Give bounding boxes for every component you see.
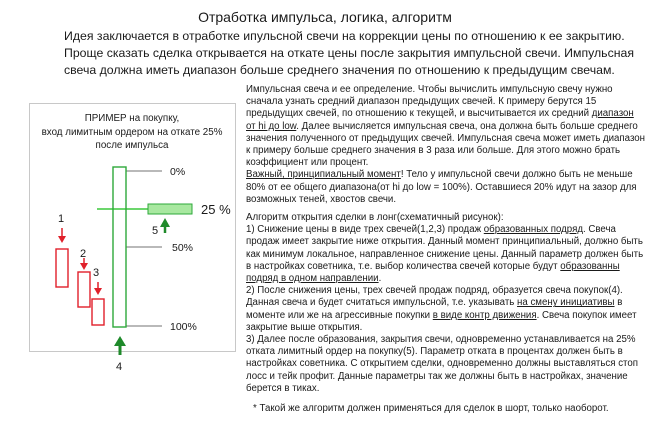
paragraph-important-note: Важный, принципиальный момент! Тело у импульсной свечи должно быть не меньше 80% от ее общего диапазона(от hi до low = 100%). Оставшиеся 20% идут на зазор для возможных теней, хвостов свечи. [246,169,637,205]
footnote: * Такой же алгоритм должен применяться для сделок в шорт, только наоборот. [253,403,609,414]
paragraph-step-3: 3) Далее после образования, закрытия свечи, одновременно устанавливается на 25% отката лимитный ордер на покупку(5). Параметр отката в процентах должен быть в настройках советника. С открытием сделки, одновременно должны выставляться стоп лосс и тейк профит. Данные параметры так же должны быть в настройках, значение берется в тиках. [246,334,639,394]
arrow-down-icon-3 [94,282,102,295]
candle-number-4: 4 [116,361,123,373]
paragraph-step-1: 1) Снижение цены в виде трех свечей(1,2,3) продаж образованных подряд. Свеча продаж имеет закрытие ниже открытия. Данный момент принципиальный, должно быть как минимум локальное, направленное снижение цены. Данный параметр должен быть в настройках советника, т.е. выбор количества свечей которые будут образованны подряд в одном направлении. [246,224,644,285]
caption-line-1: ПРИМЕР на покупку, [84,113,180,124]
arrow-up-icon-5 [160,218,170,233]
bear-candle-3 [92,299,104,325]
entry-number-5: 5 [152,225,159,237]
candle-number-2: 2 [80,248,87,260]
paragraph-step-2: 2) После снижения цены, трех свечей продаж подряд, образуется свеча покупок(4). Данная свеча и будет считаться импульсной, т.е. указывать на смену инициативы в моменте или же на агрессивные покупки в виде контр движения. Свеча покупок имеет закрытие выше открытия. [246,285,637,333]
level-label-0: 0% [170,166,186,178]
bear-candle-1 [56,249,68,287]
paragraph-impulse-definition: Импульсная свеча и ее определение. Чтобы вычислить импульсную свечу нужно сначала узнать средний диапазон предыдущих свечей. К примеру берутся 15 предыдущих свечей, по отношению к текущей, и высчитывается их средний диапазон от hi до low. Далее вычисляется импульсная свеча, она должна быть больше среднего значения полученного от предыдущих свечей. Импульсная свеча может иметь диапазон к примеру больше среднего значения в 3 раза или больше. Для этого можно брать коэффициент или процент. [246,84,646,169]
algorithm-text [246,84,646,395]
arrow-up-icon-4 [114,336,126,355]
arrow-down-icon-1 [58,228,66,243]
caption-line-2: вход лимитным ордером на откате 25% [41,126,223,138]
level-label-100: 100% [170,321,197,333]
page-title: Отработка импульса, логика, алгоритм [198,9,452,25]
candle-number-1: 1 [58,213,65,225]
intro-paragraph: Идея заключается в отработке ипульсной свечи на коррекции цены по отношению к ее закрытию. Проще сказать сделка открывается на откате цены после закрытия импульсной свечи. Импульсная свеча должна иметь диапазон больше среднего значения по отношению к предыдущим свечам. [64,29,635,77]
caption-line-3: после импульса [95,140,169,151]
limit-order-box [148,204,192,214]
candle-number-3: 3 [93,267,100,279]
impulse-candle [113,167,126,327]
paragraph-algorithm-heading: Алгоритм открытия сделки в лонг(схематичный рисунок): [246,212,504,224]
bear-candle-2 [78,272,90,307]
level-label-50: 50% [172,242,194,254]
level-label-25: 25 % [201,202,231,217]
